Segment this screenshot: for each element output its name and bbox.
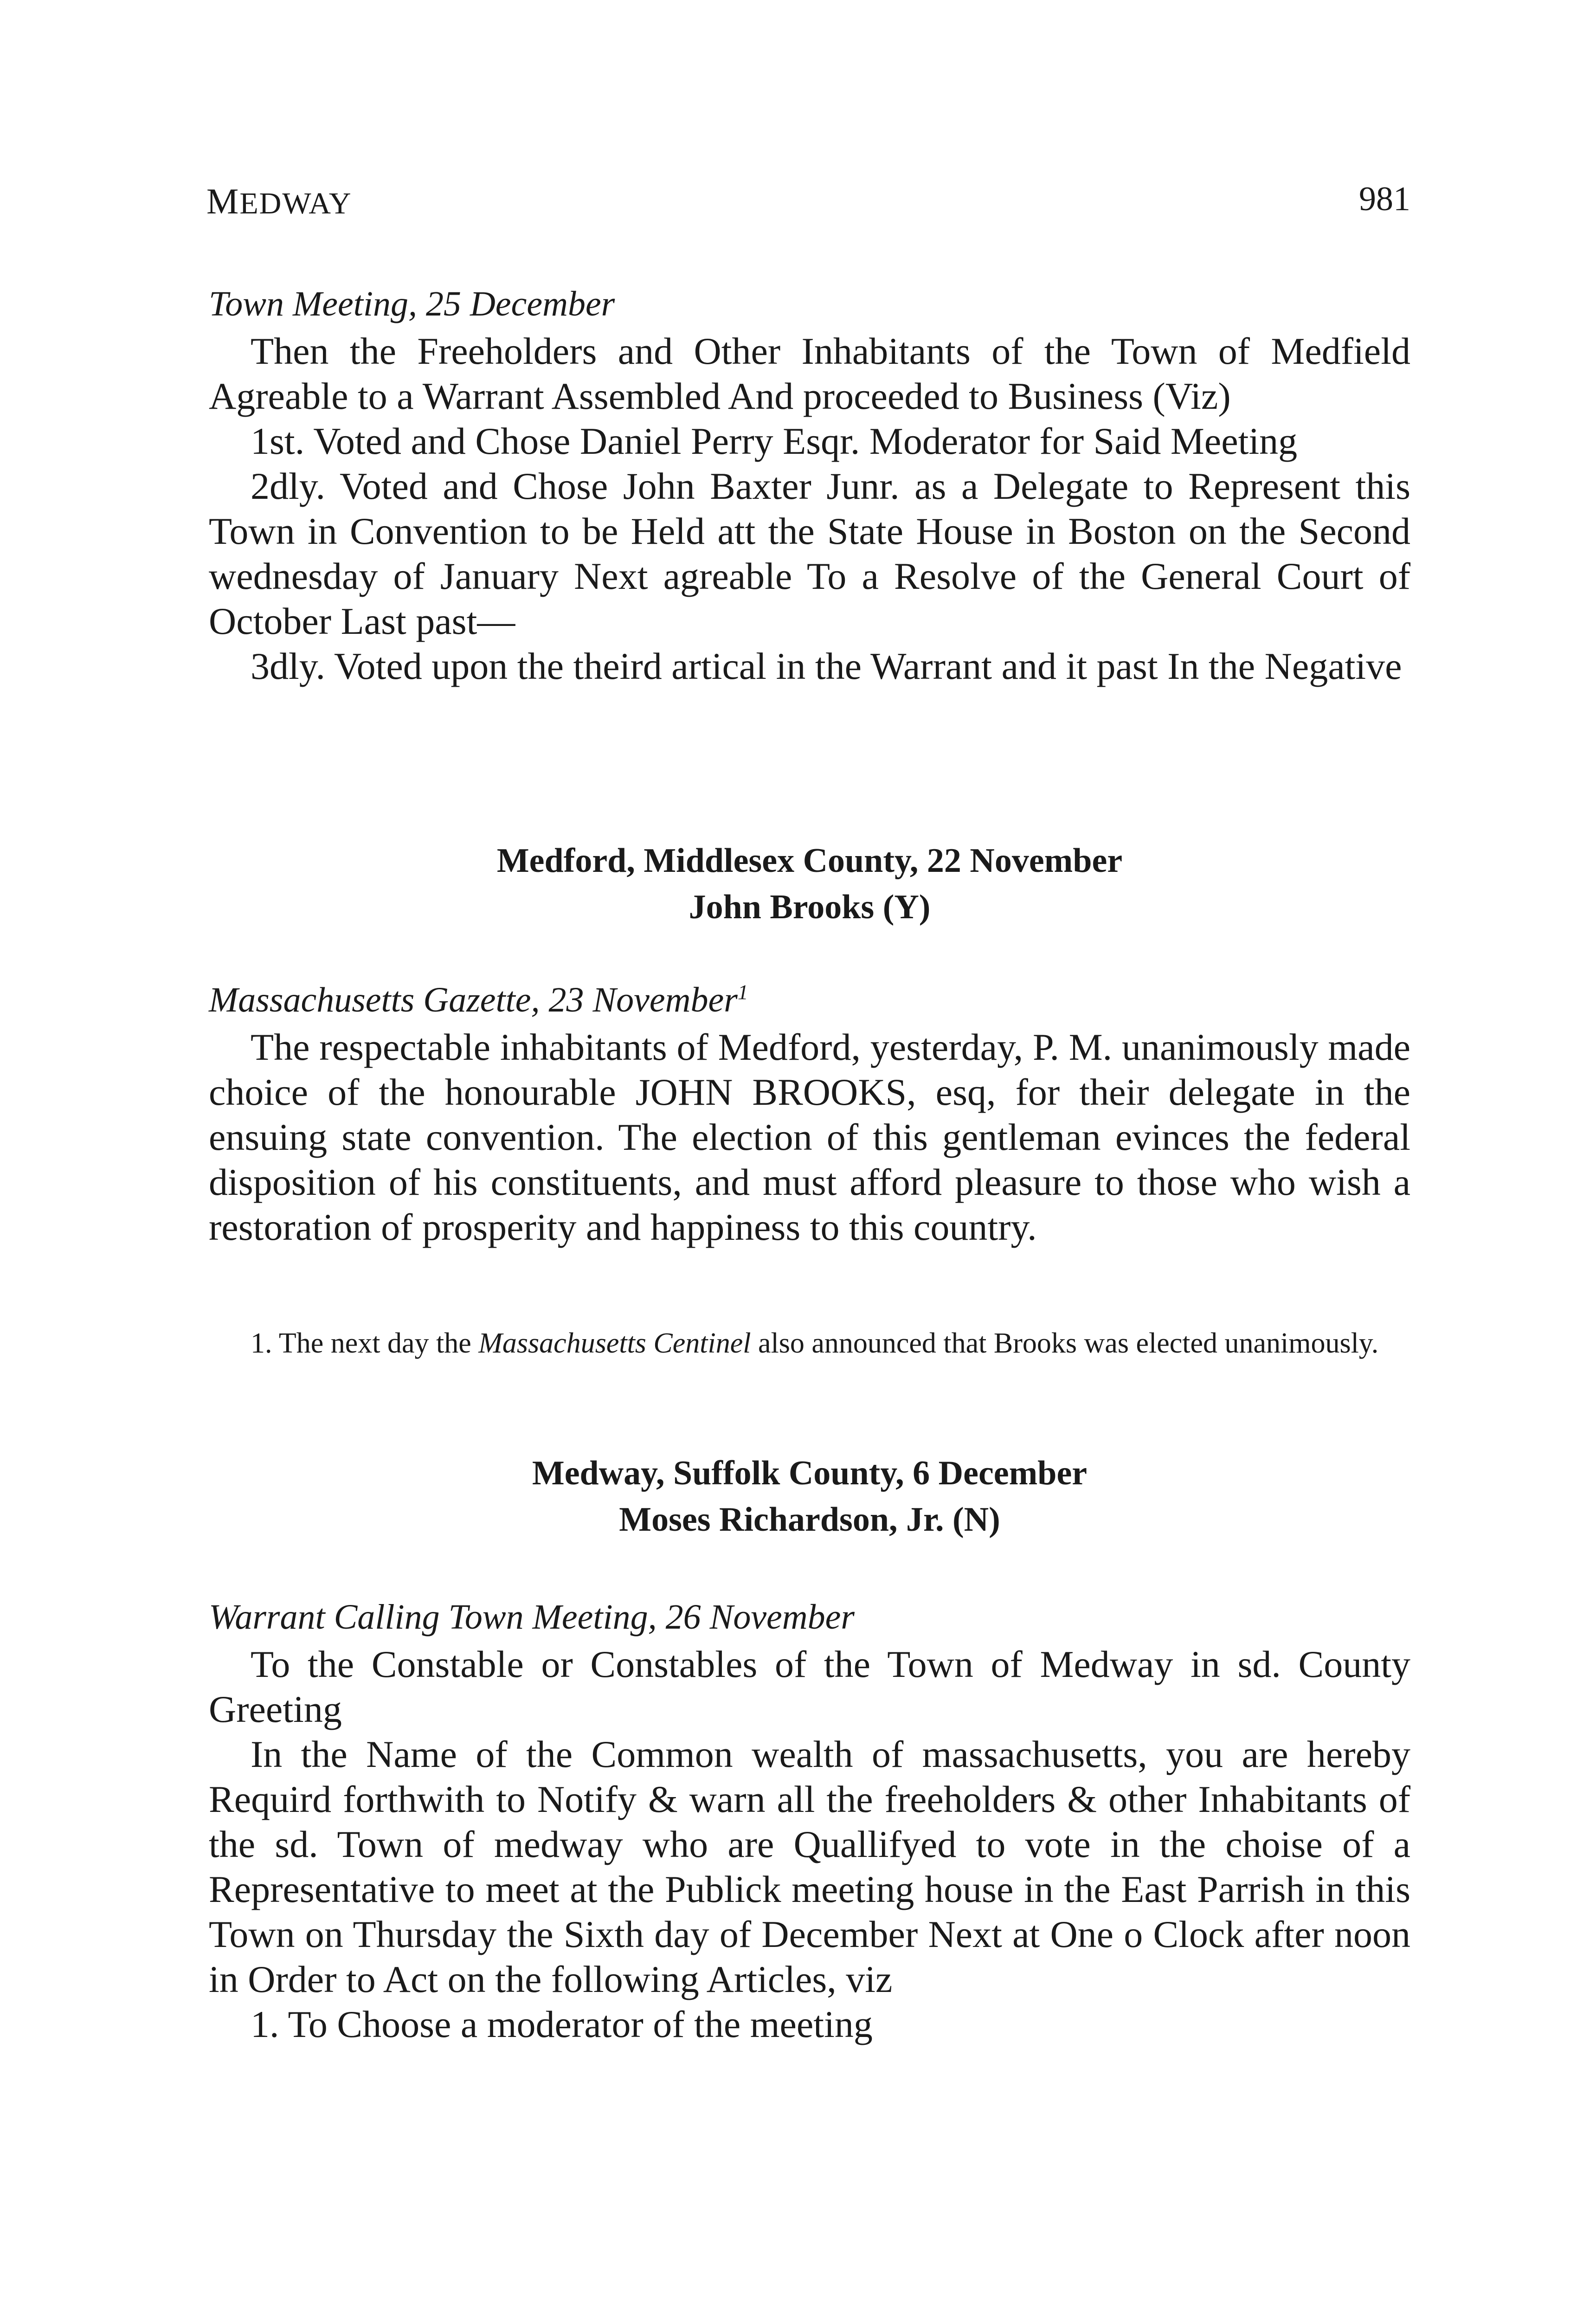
medway-paragraph-2: In the Name of the Common wealth of massachusetts, you are hereby Requird forthwith to Notify & warn all the freeholders & other Inhabitants of the sd. Town of medway who are Quallifyed to vote in the choise of a Representative to meet at the Publick meeting house in the East Parrish in this Town on Thursday the Sixth day of December Next at One o Clock after noon in Order to Act on the following Articles, viz	[209, 1733, 1410, 2000]
medfield-section	[209, 283, 1410, 689]
medway-title	[209, 1450, 1410, 1543]
footnote-prefix: 1. The next day the	[251, 1328, 471, 1359]
medford-paragraph-1: The respectable inhabitants of Medford, yesterday, P. M. unanimously made choice of the honourable JOHN BROOKS, esq, for their delegate in the ensuing state convention. The election of this gentleman evinces the federal disposition of his constituents, and must afford pleasure to those who wish a restoration of prosperity and happiness to this country.	[209, 1026, 1410, 1248]
footnote-reference-1: 1	[737, 980, 748, 1004]
medway-heading: Warrant Calling Town Meeting, 26 November	[209, 1598, 855, 1637]
medfield-paragraph-3: 2dly. Voted and Chose John Baxter Junr. as a Delegate to Represent this Town in Convention to be Held att the State House in Boston on the Second wednesday of January Next agreable To a Resolve of the General Court of October Last past—	[209, 465, 1410, 642]
medway-paragraph-3: 1. To Choose a moderator of the meeting	[251, 2003, 873, 2045]
medford-title-line-2: John Brooks (Y)	[689, 888, 931, 926]
medford-title-line-1: Medford, Middlesex County, 22 November	[496, 842, 1123, 880]
medford-footnote	[209, 1325, 1410, 1362]
footnote-italic: Massachusetts Centinel	[478, 1328, 751, 1359]
medfield-paragraph-4: 3dly. Voted upon the theird artical in the Warrant and it past In the Negative	[251, 645, 1402, 687]
medfield-heading: Town Meeting, 25 December	[209, 284, 615, 323]
medway-section	[209, 1596, 1410, 2047]
medway-title-line-2: Moses Richardson, Jr. (N)	[619, 1501, 1000, 1539]
medfield-paragraph-1: Then the Freeholders and Other Inhabitants of the Town of Medfield Agreable to a Warrant Assembled And proceeded to Business (Viz)	[209, 330, 1410, 417]
medford-heading-text: Massachusetts Gazette, 23 November	[209, 980, 738, 1019]
page-number: 981	[1359, 180, 1410, 218]
medway-title-line-1: Medway, Suffolk County, 6 December	[532, 1454, 1088, 1492]
medford-title	[209, 838, 1410, 930]
footnote-suffix: also announced that Brooks was elected unanimously.	[758, 1328, 1379, 1359]
medway-paragraph-1: To the Constable or Constables of the Town of Medway in sd. County Greeting	[209, 1643, 1410, 1730]
medford-section	[209, 979, 1410, 1250]
medfield-paragraph-2: 1st. Voted and Chose Daniel Perry Esqr. Moderator for Said Meeting	[251, 420, 1298, 462]
medford-heading	[209, 979, 1410, 1021]
running-head-initial: M	[206, 181, 240, 221]
running-head	[206, 183, 352, 219]
running-head-rest: EDWAY	[239, 187, 352, 220]
